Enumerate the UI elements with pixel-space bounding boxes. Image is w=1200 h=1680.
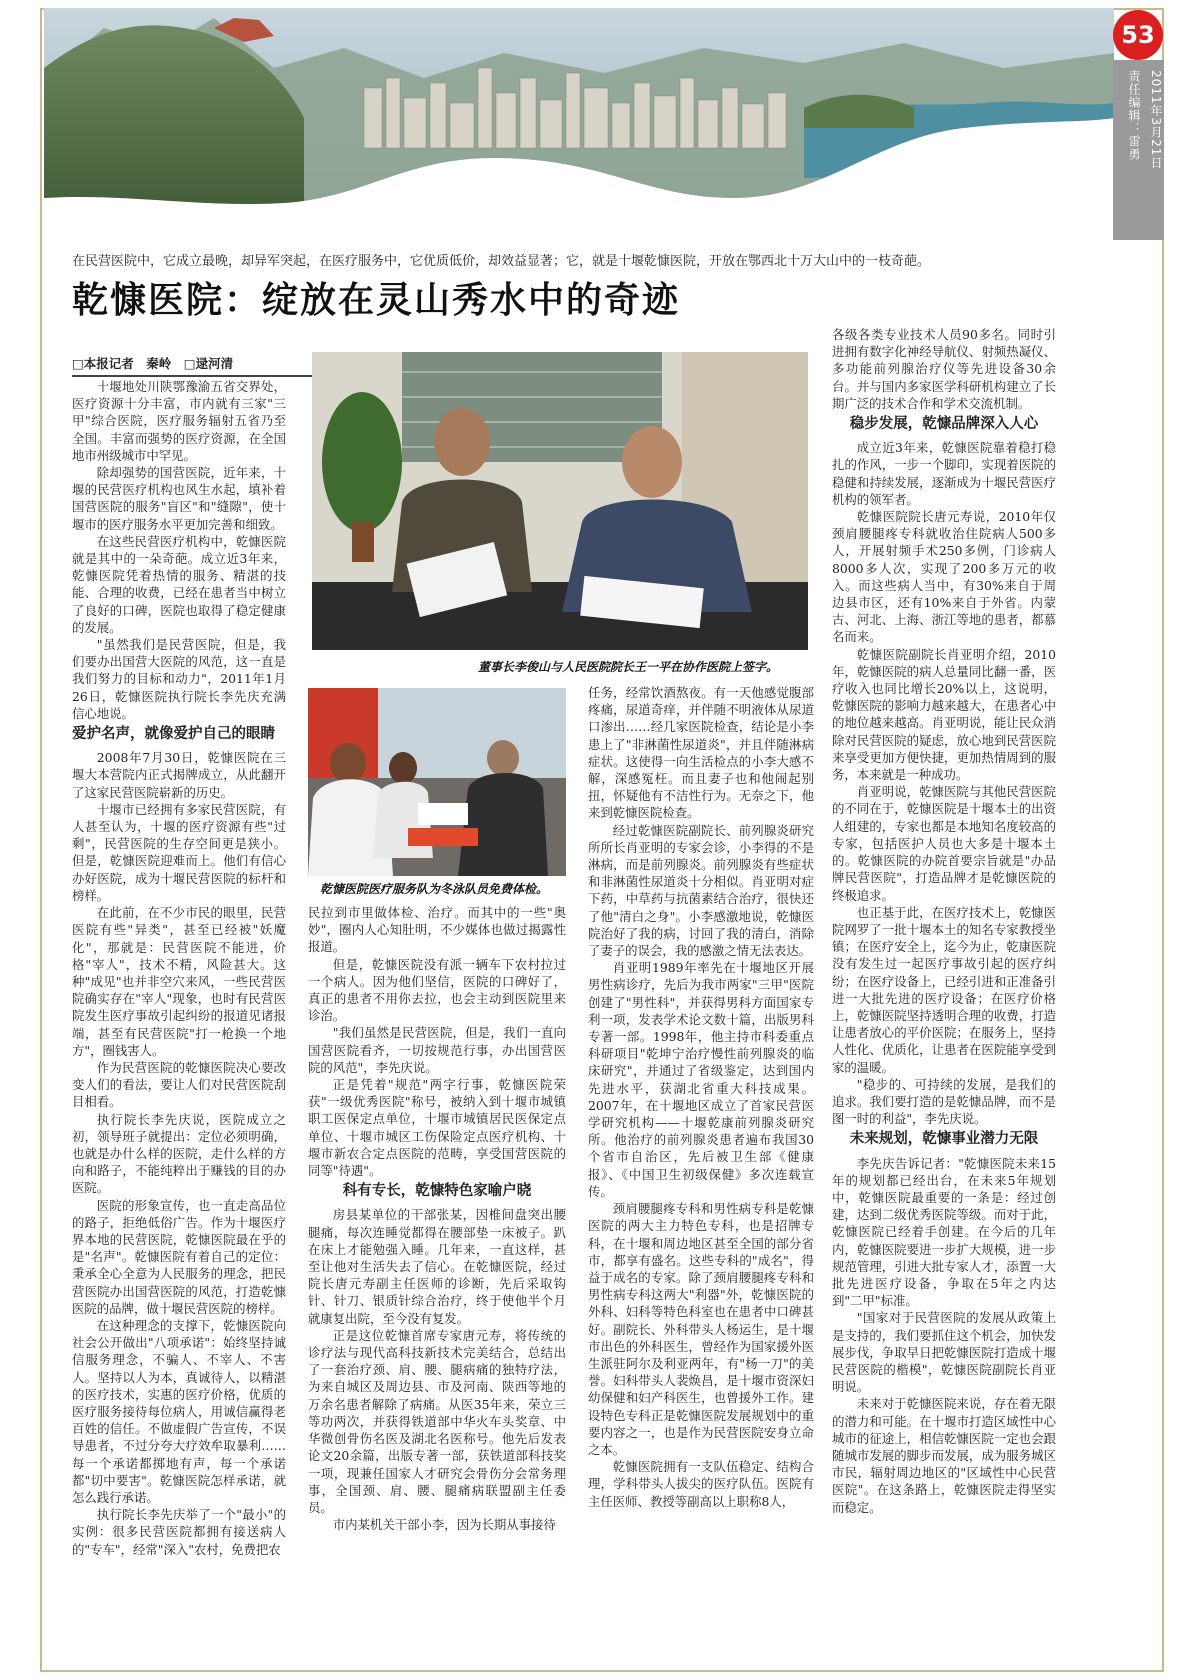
paragraph: 民拉到市里做体检、治疗。而其中的一些"奥妙"，圈内人心知肚明，不少媒体也做过揭露性报道。 — [308, 905, 566, 955]
paragraph: 执行院长李先庆说，医院成立之初，领导班子就提出：定位必须明确，也就是办什么样的医院，走什么样的方向和路子，不能纯粹出于赚钱的目的办医院。 — [72, 1111, 286, 1196]
paragraph: 成立近3年来，乾慷医院靠着稳打稳扎的作风，一步一个脚印，实现着医院的稳健和持续发展，逐渐成为十堰民营医疗机构的领军者。 — [832, 440, 1056, 507]
paragraph: "国家对于民营医院的发展从政策上是支持的，我们要抓住这个机会，加快发展步伐，争取早日把乾慷医院打造成十堰民营医院的楷模"，乾慷医院副院长肖亚明说。 — [832, 1310, 1056, 1395]
paragraph: 肖亚明说，乾慷医院与其他民营医院的不同在于，乾慷医院是十堰本土的出资人组建的，专家也都是本地知名度较高的专家，包括医护人员也大多是十堰本土的。乾慷医院的办院首要宗旨就是"办品牌民营医院"，打造品牌才是乾慷医院的终极追求。 — [832, 784, 1056, 903]
paragraph: 在此前，在不少市民的眼里，民营医院有些"异类"，甚至已经被"妖魔化"，那就是：民营医院不能进，价格"宰人"，技术不精，风险甚大。这种"成见"也并非空穴来风，一些民营医院确实存在"宰人"现象，也时有民营医院发生医疗事故引起纠纷的报道见诸报端，甚至有民营医院"打一枪换一个地方"，圈钱害人。 — [72, 905, 286, 1058]
article-column-3 — [588, 684, 814, 1510]
article-column-1 — [72, 378, 286, 1558]
section-heading: 科有专长，乾慷特色家喻户晓 — [342, 1183, 532, 1200]
paragraph: 颈肩腰腿疼专科和男性病专科是乾慷医院的两大主力特色专科，也是招牌专科，在十堰和周边地区甚至全国的部分省市，都享有盛名。这些专科的"成名"，得益于成名的专家。除了颈肩腰腿疼专科和男性病专科这两大"利器"外，乾慷医院的外科、妇科等特色科室也在患者中口碑甚好。副院长、外科带头人杨运生，是十堰市出色的外科医生，曾经作为国家援外医生派驻阿尔及利亚两年，有"杨一刀"的美誉。妇科带头人裴焕昌，是十堰市资深妇幼保健和妇产科医生，也曾援外工作。建设特色专科正是乾慷医院发展规划中的重要内容之一，也是作为民营医院安身立命之本。 — [588, 1201, 814, 1457]
paragraph: 十堰市已经拥有多家民营医院，有人甚至认为，十堰的医疗资源有些"过剩"，民营医院的生存空间更是狭小。但是，乾慷医院迎难而上。他们有信心办好医院，成为十堰民营医院的标杆和榜样。 — [72, 801, 286, 903]
landscape-image — [44, 8, 1114, 226]
paragraph: 在这些民营医疗机构中，乾慷医院就是其中的一朵奇葩。成立近3年来，乾慷医院凭着热情的服务、精湛的技能、合理的收费，已经在患者当中树立了良好的口碑，医院也取得了稳定健康的发展。 — [72, 533, 286, 635]
paragraph: 任务，经常饮酒熬夜。有一天他感觉腹部疼痛，尿道奇痒，并伴随不明液体从尿道口渗出……经几家医院检查，结论是小李患上了"非淋菌性尿道炎"，并且伴随淋病症状。这使得一向生活检点的小李大感不解，深感冤枉。而且妻子也和他闹起别扭，怀疑他有不洁性行为。无奈之下，他来到乾慷医院检查。 — [588, 685, 814, 821]
paragraph: 医院的形象宣传，也一直走高品位的路子，拒绝低俗广告。作为十堰医疗界本地的民营医院，乾慷医院最在乎的是"名声"。乾慷医院有着自己的定位：秉承全心全意为人民服务的理念，把民营医院办出国营医院的风范，打造乾慷医院的品牌，做十堰民营医院的榜样。 — [72, 1197, 286, 1316]
paragraph: "虽然我们是民营医院，但是，我们要办出国营大医院的风范，这一直是我们努力的目标和动力"，2011年1月26日，乾慷医院执行院长李先庆充满信心地说。 — [72, 637, 286, 721]
section-heading: 爱护名声，就像爱护自己的眼睛 — [72, 726, 275, 743]
header-banner-photo — [44, 8, 1114, 226]
paragraph: 2008年7月30日，乾慷医院在三堰大本营院内正式揭牌成立，从此翻开了这家民营医院崭新的历史。 — [72, 750, 286, 800]
photo-caption: 乾慷医院医疗服务队为冬泳队员免费体检。 — [320, 882, 549, 896]
paragraph: 未来对于乾慷医院来说，存在着无限的潜力和可能。在十堰市打造区域性中心城市的征途上，相信乾慷医院一定也会跟随城市发展的脚步而发展，成为服务城区市民，辐射周边地区的"区域性中心民营医院"。在这条路上，乾慷医院走得坚实而稳定。 — [832, 1396, 1056, 1515]
paragraph: 正是凭着"规范"两字行事，乾慷医院荣获"一级优秀医院"称号，被纳入到十堰市城镇职工医保定点单位，十堰市城镇居民医保定点单位、十堰市城区工伤保险定点医疗机构、十堰市新农合定点医院的范畴，享受国营医院的同等"待遇"。 — [308, 1077, 566, 1179]
paragraph: 也正基于此，在医疗技术上，乾慷医院网罗了一批十堰本土的知名专家教授坐镇；在医疗安全上，迄今为止，乾康医院没有发生过一起医疗事故引起的医疗纠纷；在医疗设备上，已经引进和正准备引进一大批先进的医疗设备；在医疗价格上，乾慷医院坚持透明合理的收费，打造让患者放心的平价医院；在服务上，坚持人性化、优质化，让患者在医院能享受到家的温暖。 — [832, 904, 1056, 1075]
byline: □本报记者 秦岭 □逯河清 — [72, 354, 312, 377]
paragraph: 乾慷医院副院长肖亚明介绍，2010年，乾慷医院的病人总量同比翻一番，医疗收入也同比增长20%以上，这说明，乾慷医院的影响力越来越大，在患者心中的地位越来越高。肖亚明说，能让民众消除对民营医院的疑虑，放心地到民营医院来享受更加方便快捷，更加热情周到的服务，本来就是一种成功。 — [832, 646, 1056, 783]
paragraph: 李先庆告诉记者："乾慷医院未来15年的规划都已经出台，在未来5年规划中，乾慷医院最重要的一条是：经过创建，达到二级优秀医院等级。而对于此，乾慷医院已经着手创建。在今后的几年内，乾慷医院要进一步扩大规模，进一步规范管理，引进大批专家人才，添置一大批先进医疗设备，争取在5年之内达到"二甲"标准。 — [832, 1155, 1056, 1309]
paragraph: 在这种理念的支撑下，乾慷医院向社会公开做出"八项承诺"：始终坚持诚信服务理念，不骗人、不宰人、不害人。坚持以人为本，真诚待人，以精湛的医疗技术，实惠的医疗价格，优质的医疗服务接待每位病人，用诚信赢得老百姓的信任。不做虚假广告宣传，不误导患者，不过分夸大疗效牟取暴利……每一个承诺都掷地有声，每一个承诺都"切中要害"。乾慷医院怎样承诺，就怎么践行承诺。 — [72, 1317, 286, 1505]
page-number-badge: 53 — [1113, 10, 1163, 60]
paragraph: 乾慷医院院长唐元寿说，2010年仅颈肩腰腿疼专科就收治住院病人500多人，开展射频手术250多例，门诊病人8000多人次，实现了200多万元的收入。而这些病人当中，有30%来自于周边县市区，还有10%来自于外省。内蒙古、河北、上海、浙江等地的患者，都慕名而来。 — [832, 509, 1056, 645]
section-heading: 稳步发展，乾慷品牌深入人心 — [849, 416, 1039, 433]
signing-photo-image — [312, 352, 808, 650]
article-column-4 — [832, 326, 1056, 1516]
paragraph: "稳步的、可持续的发展，是我们的追求。我们要打造的是乾慷品牌，而不是图一时的利益"，李先庆说。 — [832, 1076, 1056, 1127]
health-check-photo-image — [308, 688, 566, 876]
paragraph: 经过乾慷医院副院长、前列腺炎研究所所长肖亚明的专家会诊，小李得的不是淋病，而是前列腺炎。前列腺炎有些症状和非淋菌性尿道炎十分相似。肖亚明对症下药，中草药与抗菌素结合治疗，很快还了他"清白之身"。小李感激地说，乾慷医院治好了我的病，讨回了我的清白，消除了妻子的误会，我的感激之情无法表达。 — [588, 822, 814, 959]
lede-summary: 在民营医院中，它成立最晚，却异军突起，在医疗服务中，它优质低价，却效益显著；它，就是十堰乾慷医院，开放在鄂西北十万大山中的一枝奇葩。 — [72, 254, 931, 269]
paragraph: 市内某机关干部小李，因为长期从事接待 — [332, 1517, 556, 1533]
paragraph: "我们虽然是民营医院，但是，我们一直向国营医院看齐，一切按规范行事，办出国营医院的风范"，李先庆说。 — [308, 1025, 566, 1075]
paragraph: 正是这位乾慷首席专家唐元寿，将传统的诊疗法与现代高科技新技术完美结合，总结出了一套治疗颈、肩、腰、腿病痛的独特疗法，为来自城区及周边县、市及河南、陕西等地的万余名患者解除了病痛。从医35年来，荣立三等功两次，并获得铁道部中华火车头奖章、中华微创骨伤名医及湖北名医称号。他先后发表论文20余篇，出版专著一部，获铁道部科技奖一项，现兼任国家人才研究会骨伤分会常务理事，全国颈、肩、腰、腿痛病联盟副主任委员。 — [308, 1327, 566, 1515]
paragraph: 房县某单位的干部张某，因椎间盘突出腰腿痛，每次连睡觉都得在腰部垫一床被子。趴在床上才能勉强入睡。几年来，一直这样，甚至让他对生活失去了信心。在乾慷医院，经过院长唐元寿副主任医师的诊断，先后采取钩针、针刀、银质针综合治疗，终于使他半个月就康复出院，至今没有复发。 — [308, 1207, 566, 1326]
paragraph: 除却强势的国营医院，近年来，十堰的民营医疗机构也风生水起，填补着国营医院的服务"盲区"和"缝隙"，使十堰市的医疗服务水平更加完善和细致。 — [72, 465, 286, 532]
paragraph: 执行院长李先庆举了一个"最小"的实例：很多民营医院都拥有接送病人的"专车"，经常"深入"农村，免费把农 — [72, 1507, 286, 1557]
paragraph: 乾慷医院拥有一支队伍稳定、结构合理，学科带头人拔尖的医疗队伍。医院有主任医师、教授等副高以上职称8人， — [588, 1459, 814, 1509]
page-headline: 乾慷医院：绽放在灵山秀水中的奇迹 — [72, 279, 681, 321]
section-heading: 未来规划，乾慷事业潜力无限 — [849, 1131, 1039, 1148]
article-column-2 — [308, 904, 566, 1533]
paragraph: 作为民营医院的乾慷医院决心要改变人们的看法，要让人们对民营医院刮目相看。 — [72, 1059, 286, 1110]
paragraph: 但是，乾慷医院没有派一辆车下农村拉过一个病人。因为他们坚信，医院的口碑好了，真正的患者不用你去拉，也会主动到医院里来诊治。 — [308, 956, 566, 1024]
paragraph: 十堰地处川陕鄂豫渝五省交界处，医疗资源十分丰富，市内就有三家"三甲"综合医院，医疗服务辐射五省乃至全国。丰富而强势的医疗资源，在全国地市州级城市中罕见。 — [72, 379, 286, 463]
signing-photo — [312, 352, 808, 650]
issue-date: 2011年3月21日 — [1149, 70, 1163, 170]
paragraph: 肖亚明1989年率先在十堰地区开展男性病诊疗，先后为我市两家"三甲"医院创建了"男性科"，并获得男科方面国家专利一项，发表学术论文数十篇，出版男科专著一部。1998年，他主持市科委重点科研项目"乾坤宁治疗慢性前列腺炎的临床研究"，并通过了省级鉴定，达到国内先进水平，获湖北省重大科技成果。2007年，在十堰地区成立了首家民营医学研究机构——十堰乾康前列腺炎研究所。他治疗的前列腺炎患者遍布我国30个省市自治区，先后被卫生部《健康报》、《中国卫生初级保健》多次连载宣传。 — [588, 960, 814, 1199]
paragraph: 各级各类专业技术人员90多名。同时引进拥有数字化神经导航仪、射频热凝仪、多功能前列腺治疗仪等先进设备30余台。并与国内多家医学科研机构建立了长期广泛的技术合作和学术交流机制。 — [832, 327, 1056, 411]
health-check-photo — [308, 688, 566, 876]
photo-caption: 董事长李俊山与人民医院院长王一平在协作医院上签字。 — [478, 660, 779, 674]
responsible-editor: 责任编辑：雷勇 — [1127, 70, 1141, 161]
